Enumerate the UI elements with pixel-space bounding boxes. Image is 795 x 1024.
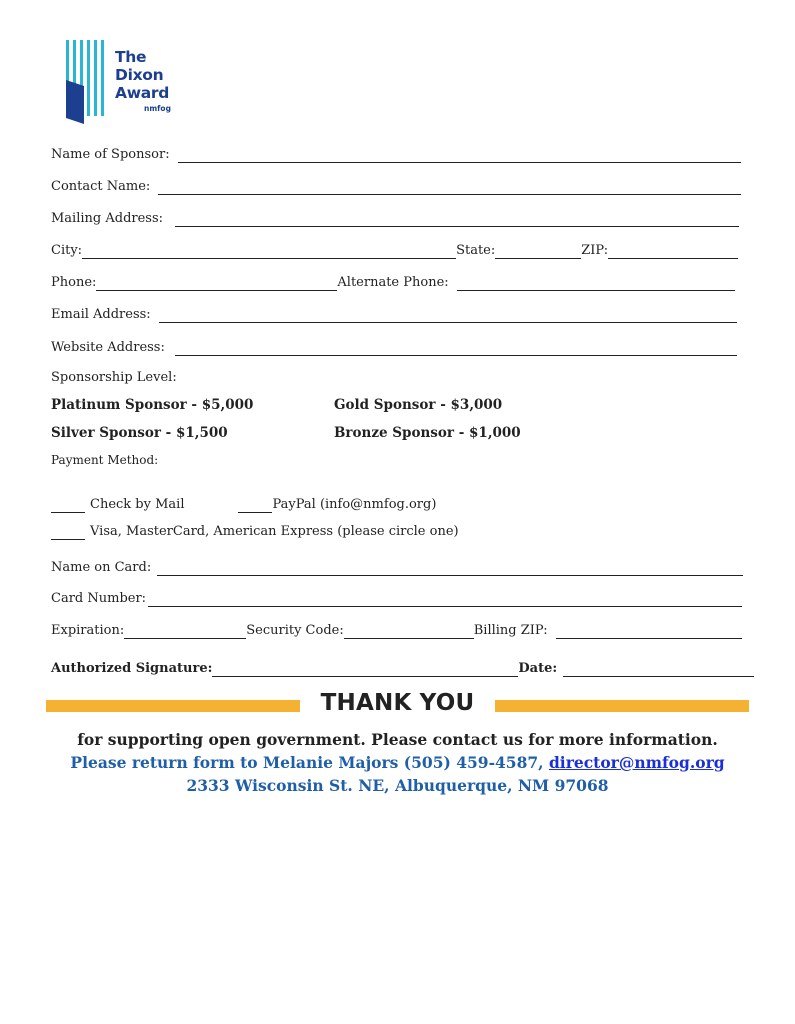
security-code-label: Security Code: (246, 623, 344, 638)
date-label: Date: (518, 661, 558, 676)
card-number-row (51, 589, 742, 607)
expiration-field[interactable] (124, 624, 246, 639)
email-row (51, 305, 737, 323)
logo-line-3: Award (115, 84, 170, 102)
city-state-zip-row (51, 241, 738, 259)
logo-line-2: Dixon (115, 66, 164, 84)
sponsorship-level-label: Sponsorship Level: (51, 370, 177, 385)
bronze-level[interactable]: Bronze Sponsor - $1,000 (334, 425, 521, 441)
contact-name-field[interactable] (158, 180, 741, 195)
card-number-field[interactable] (148, 592, 742, 607)
name-on-card-row (51, 558, 743, 576)
security-code-field[interactable] (344, 624, 474, 639)
thank-you-bar-left (46, 700, 300, 712)
payment-row-2 (51, 522, 459, 540)
support-text: for supporting open government. Please contact us for more information. (77, 730, 718, 749)
name-on-card-label: Name on Card: (51, 560, 152, 575)
alt-phone-field[interactable] (457, 276, 735, 291)
check-label: Check by Mail (90, 497, 185, 512)
payment-method-label: Payment Method: (51, 453, 159, 467)
website-field[interactable] (175, 341, 737, 356)
name-on-card-field[interactable] (157, 561, 743, 576)
city-label: City: (51, 243, 83, 258)
website-label: Website Address: (51, 340, 165, 355)
signature-field[interactable] (212, 662, 518, 677)
zip-label: ZIP: (581, 243, 609, 258)
logo-wordmark (115, 48, 169, 102)
website-row (51, 338, 737, 356)
state-label: State: (456, 243, 496, 258)
phone-label: Phone: (51, 275, 97, 290)
expiration-row (51, 621, 742, 639)
expiration-label: Expiration: (51, 623, 125, 638)
billing-zip-label: Billing ZIP: (473, 623, 548, 638)
card-label: Visa, MasterCard, American Express (please circle one) (90, 524, 459, 539)
paypal-blank[interactable] (238, 498, 272, 513)
address-text: 2333 Wisconsin St. NE, Albuquerque, NM 97068 (186, 776, 609, 795)
billing-zip-field[interactable] (556, 624, 742, 639)
return-text: Please return form to Melanie Majors (505) 459-4587, (70, 753, 544, 772)
alt-phone-label: Alternate Phone: (337, 275, 449, 290)
mailing-address-label: Mailing Address: (51, 211, 164, 226)
state-field[interactable] (495, 244, 581, 259)
card-blank[interactable] (51, 525, 85, 540)
check-blank[interactable] (51, 498, 85, 513)
mailing-address-row (51, 209, 739, 227)
gold-level[interactable]: Gold Sponsor - $3,000 (334, 397, 503, 413)
contact-name-row (51, 177, 741, 195)
signature-row (51, 659, 754, 677)
paypal-label: PayPal (info@nmfog.org) (272, 497, 437, 512)
email-label: Email Address: (51, 307, 151, 322)
sponsor-name-field[interactable] (178, 148, 741, 163)
logo-line-1: The (115, 48, 147, 66)
logo-nmfog: nmfog (144, 104, 171, 113)
platinum-level[interactable]: Platinum Sponsor - $5,000 (51, 397, 254, 413)
phone-field[interactable] (96, 276, 337, 291)
payment-row-1 (51, 495, 436, 513)
phone-row (51, 273, 735, 291)
contact-email-link[interactable]: director@nmfog.org (548, 753, 725, 772)
zip-field[interactable] (608, 244, 738, 259)
thank-you-title: THANK YOU (320, 690, 475, 716)
dixon-award-logo (64, 40, 194, 126)
sponsor-name-label: Name of Sponsor: (51, 147, 170, 162)
city-field[interactable] (82, 244, 456, 259)
contact-name-label: Contact Name: (51, 179, 151, 194)
mailing-address-field[interactable] (175, 212, 739, 227)
silver-level[interactable]: Silver Sponsor - $1,500 (51, 425, 228, 441)
logo-mark-icon (64, 40, 112, 126)
return-line (0, 753, 795, 772)
card-number-label: Card Number: (51, 591, 147, 606)
signature-label: Authorized Signature: (51, 661, 213, 676)
thank-you-bar-right (495, 700, 749, 712)
email-field[interactable] (159, 308, 737, 323)
sponsor-name-row (51, 145, 741, 163)
date-field[interactable] (563, 662, 754, 677)
